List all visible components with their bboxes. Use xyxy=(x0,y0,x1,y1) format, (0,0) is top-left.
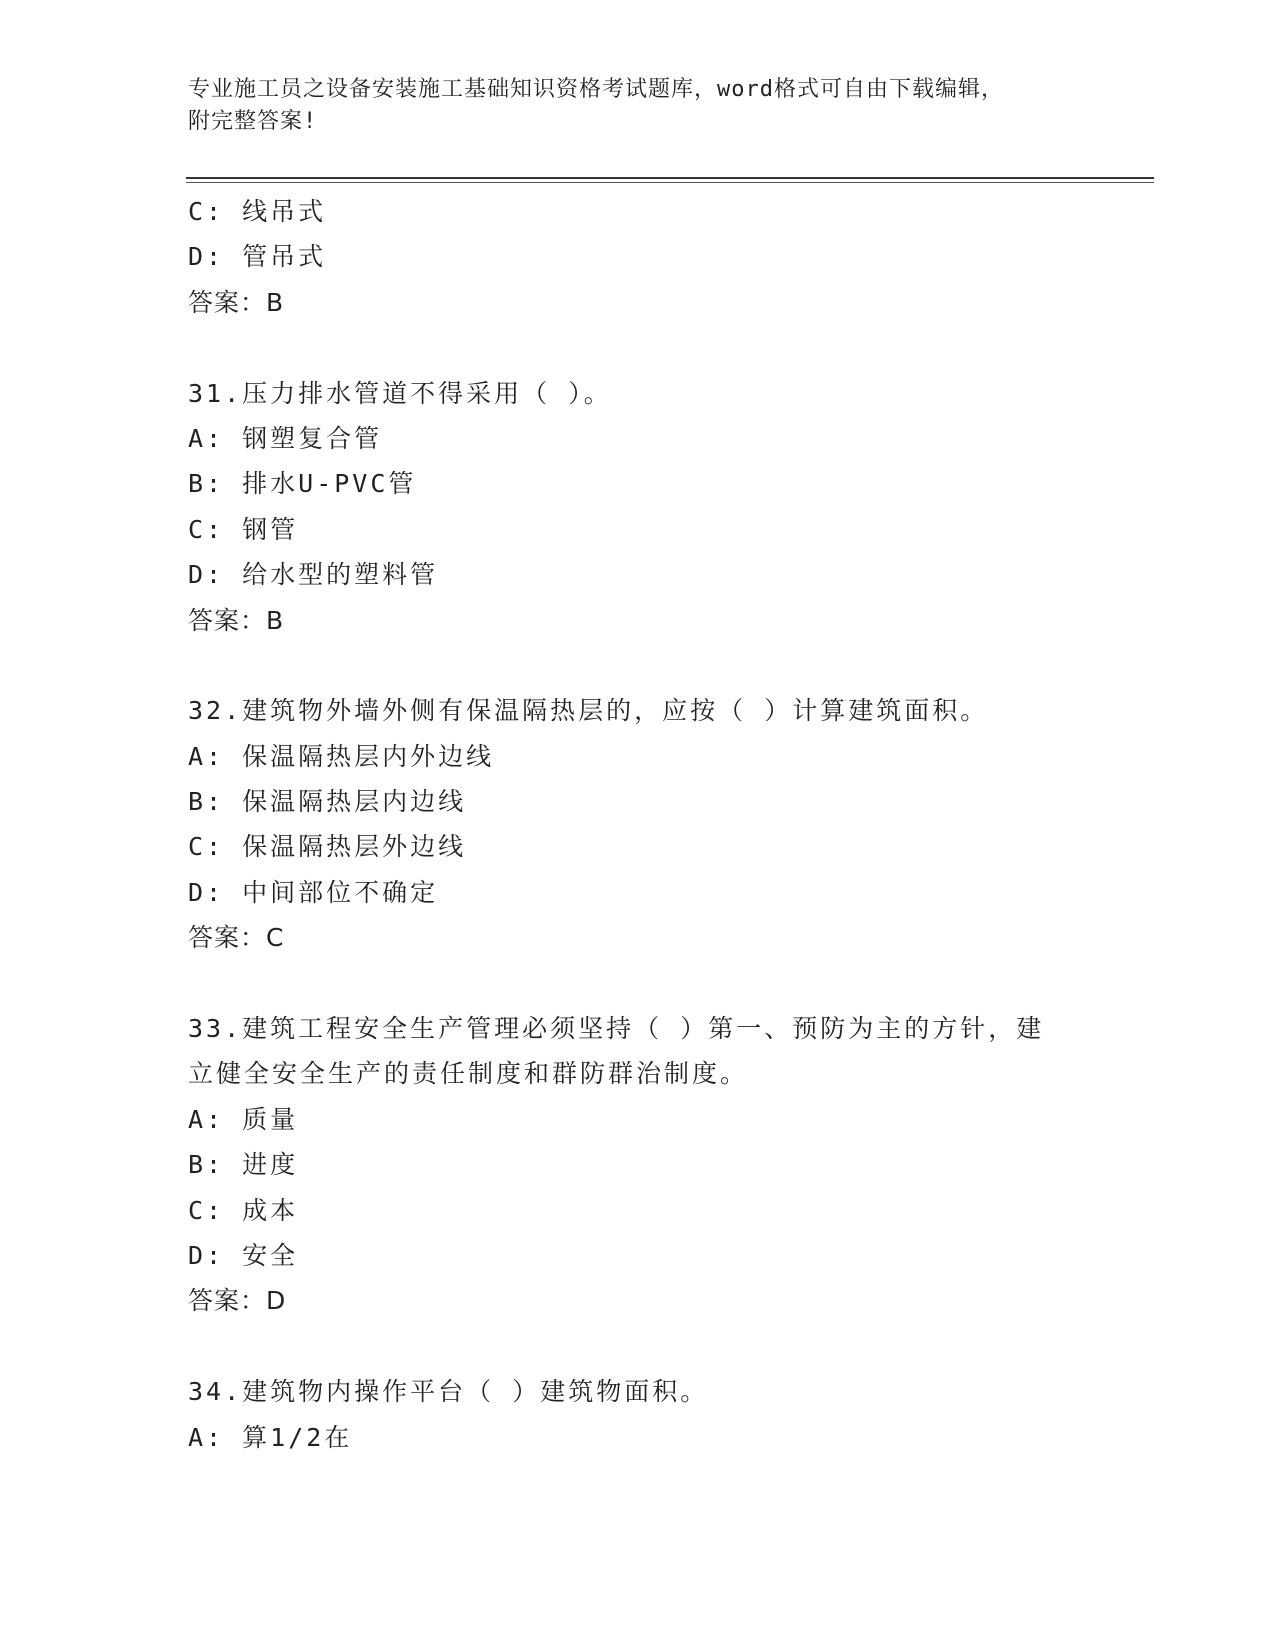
option-c: C: 保温隔热层外边线 xyxy=(188,832,467,862)
question-stem: 31.压力排水管道不得采用（ ）。 xyxy=(188,378,612,408)
option-a: A: 钢塑复合管 xyxy=(188,423,383,453)
option-c: C: 线吊式 xyxy=(188,197,327,226)
option-d: D: 给水型的塑料管 xyxy=(188,560,439,590)
spacer xyxy=(188,643,1068,688)
document-header xyxy=(188,74,1068,138)
question-31 xyxy=(188,371,1068,643)
option-c: C: 成本 xyxy=(188,1195,299,1225)
question-33 xyxy=(188,1006,1068,1324)
spacer xyxy=(188,1324,1068,1369)
question-stem: 33.建筑工程安全生产管理必须坚持（ ）第一、预防为主的方针，建 xyxy=(188,1014,1045,1044)
option-d: D: 安全 xyxy=(188,1240,299,1270)
question-stem-continued: 立健全安全生产的责任制度和群防群治制度。 xyxy=(188,1059,749,1089)
option-a: A: 算1/2在 xyxy=(188,1422,353,1452)
question-carry-over xyxy=(188,189,1068,325)
option-b: B: 排水U-PVC管 xyxy=(188,469,417,499)
header-divider-thin xyxy=(186,182,1154,183)
option-d: D: 中间部位不确定 xyxy=(188,877,439,907)
spacer xyxy=(188,325,1068,370)
question-32 xyxy=(188,688,1068,960)
header-line-2: 附完整答案! xyxy=(188,109,318,134)
header-line-1: 专业施工员之设备安装施工基础知识资格考试题库，word格式可自由下载编辑， xyxy=(188,77,1004,102)
option-a: A: 保温隔热层内外边线 xyxy=(188,741,495,771)
answer-label: 答案：B xyxy=(188,605,285,635)
question-list xyxy=(188,189,1068,1460)
header-divider-thick xyxy=(186,177,1154,179)
option-b: B: 保温隔热层内边线 xyxy=(188,787,467,817)
answer-label: 答案：D xyxy=(188,1286,287,1316)
question-34 xyxy=(188,1369,1068,1460)
answer-label: 答案：C xyxy=(188,923,285,953)
option-d: D: 管吊式 xyxy=(188,242,327,272)
option-c: C: 钢管 xyxy=(188,514,299,544)
answer-label: 答案：B xyxy=(188,287,285,317)
question-stem: 32.建筑物外墙外侧有保温隔热层的，应按（ ）计算建筑面积。 xyxy=(188,696,989,726)
spacer xyxy=(188,961,1068,1006)
option-a: A: 质量 xyxy=(188,1104,299,1134)
question-stem: 34.建筑物内操作平台（ ）建筑物面积。 xyxy=(188,1377,709,1407)
option-b: B: 进度 xyxy=(188,1150,299,1180)
